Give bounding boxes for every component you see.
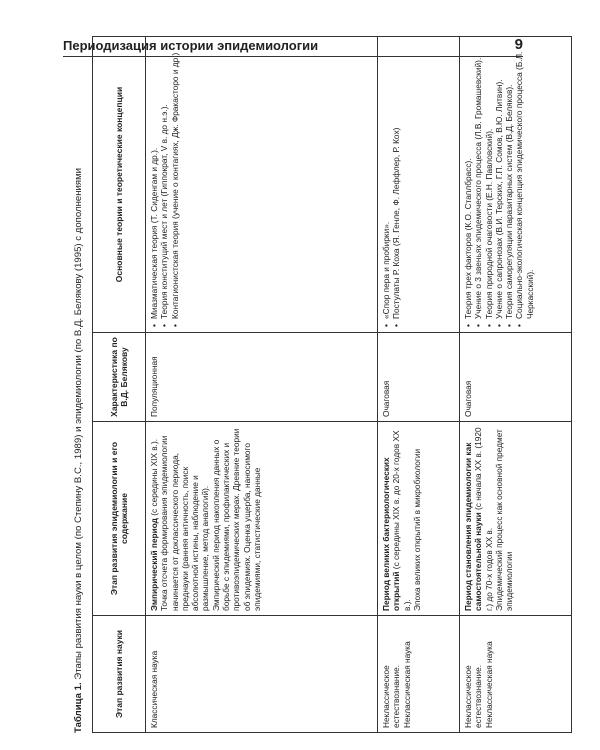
theory-item: • Теория конституций мест и лет (Гиппократ, V в. до н.э.). <box>159 41 169 319</box>
header-epidemiology-stage: Этап развития эпидемиологии и его содержание <box>93 422 146 616</box>
running-title: Периодизация истории эпидемиологии <box>63 38 319 53</box>
stage-title: Период становления эпидемиологии как самостоятельной науки <box>463 442 484 611</box>
stage-text: Эмпирический период накопления данных о борьбе с эпидемиями, профилактических и противоэпидемических мерах. Древние теории об эпидемиях. Оценка ущерба, наносимого эпидемиями, статистические данные <box>210 428 262 611</box>
stage-text: Эпоха великих открытий в микробиологии <box>411 448 422 611</box>
theory-item: • Контагионистская теория (учение о контагиях, Дж. Фракасторо и др.) <box>170 41 180 319</box>
characteristic-cell: Очаговая <box>378 333 460 422</box>
theory-item: • Миазматическая теория (Т. Сиденгам и др.). <box>149 41 159 319</box>
epidemiology-stage-cell <box>460 422 572 616</box>
stage-title: Период великих бактериологических открытий <box>381 457 402 611</box>
science-stage-cell: Классическая наука <box>146 616 378 733</box>
header-characteristic: Характеристика по В.Д. Белякову <box>93 333 146 422</box>
theory-item: • Постулаты Р. Коха (Я. Генле, Ф. Леффлер, Р. Кох) <box>391 41 401 319</box>
table-row <box>146 37 378 733</box>
theories-list <box>149 41 180 328</box>
header-theories: Основные теории и теоретические концепции <box>93 37 146 333</box>
characteristic-cell: Очаговая <box>460 333 572 422</box>
characteristic-cell: Популяционная <box>146 333 378 422</box>
table-caption-label: Таблица 1. <box>73 682 84 733</box>
stage-text: (с начала XX в. (1920 г.) до 70-х годов XX в. <box>473 427 494 611</box>
epidemiology-stage-cell <box>146 422 378 616</box>
epidemiology-stage-cell <box>378 422 460 616</box>
table-caption-text: Этапы развития науки в целом (по Степину В.С., 1989) и эпидемиологии (по В.Д. Белякову (1995) с дополнениями <box>73 167 84 683</box>
table-caption <box>72 73 86 733</box>
table-row <box>460 37 572 733</box>
theories-list <box>463 41 535 328</box>
theory-item: • Социально-экологическая концепция эпидемического процесса (Б.Л. Черкасский). <box>514 41 535 319</box>
table-header-row <box>93 37 146 733</box>
rotated-table-block <box>72 51 535 733</box>
stage-text: (с середины XIX в.). <box>149 438 159 519</box>
theories-cell <box>378 37 460 333</box>
theory-item: • Теория природной очаговости (Е.Н. Павловский). <box>484 41 494 319</box>
science-stage-cell: Неклассическое естествознание. Неклассическая наука <box>378 616 460 733</box>
page-number: 9 <box>514 36 523 53</box>
theory-item: • «Спор пера и пробирки». <box>381 41 391 319</box>
stage-text: Эпидемический процесс как основной предмет эпидемиологии <box>493 429 515 611</box>
stage-text: (с середины XIX в. до 20-х годов XX в.). <box>391 430 412 611</box>
theories-cell <box>146 37 378 333</box>
theory-item: • Учение о сапронозах (В.И. Терских, Г.П. Сомов, В.Ю. Литвин). <box>494 41 504 319</box>
table-row <box>378 37 460 733</box>
theories-list <box>381 41 402 328</box>
eras-table <box>92 36 572 733</box>
theory-item: • Учение о 3 звеньях эпидемического процесса (Л.В. Громашевский). <box>473 41 483 319</box>
stage-text: Точка отсчета формирования эпидемиологии начинается от доклассического периода, преднауки (ранняя античность, поиск абсолютной истины, наблюдение и размышление, метод аналогий). <box>159 435 211 611</box>
stage-title: Эмпирический период <box>149 518 159 611</box>
theory-item: • Теория саморегуляции паразитарных систем (В.Д. Беляков). <box>504 41 514 319</box>
science-stage-cell: Неклассическое естествознание. Неклассическая наука <box>460 616 572 733</box>
theories-cell <box>460 37 572 333</box>
theory-item: • Теория трех факторов (К.О. Стаплбрасс). <box>463 41 473 319</box>
header-science-stage: Этап развития науки <box>93 616 146 733</box>
